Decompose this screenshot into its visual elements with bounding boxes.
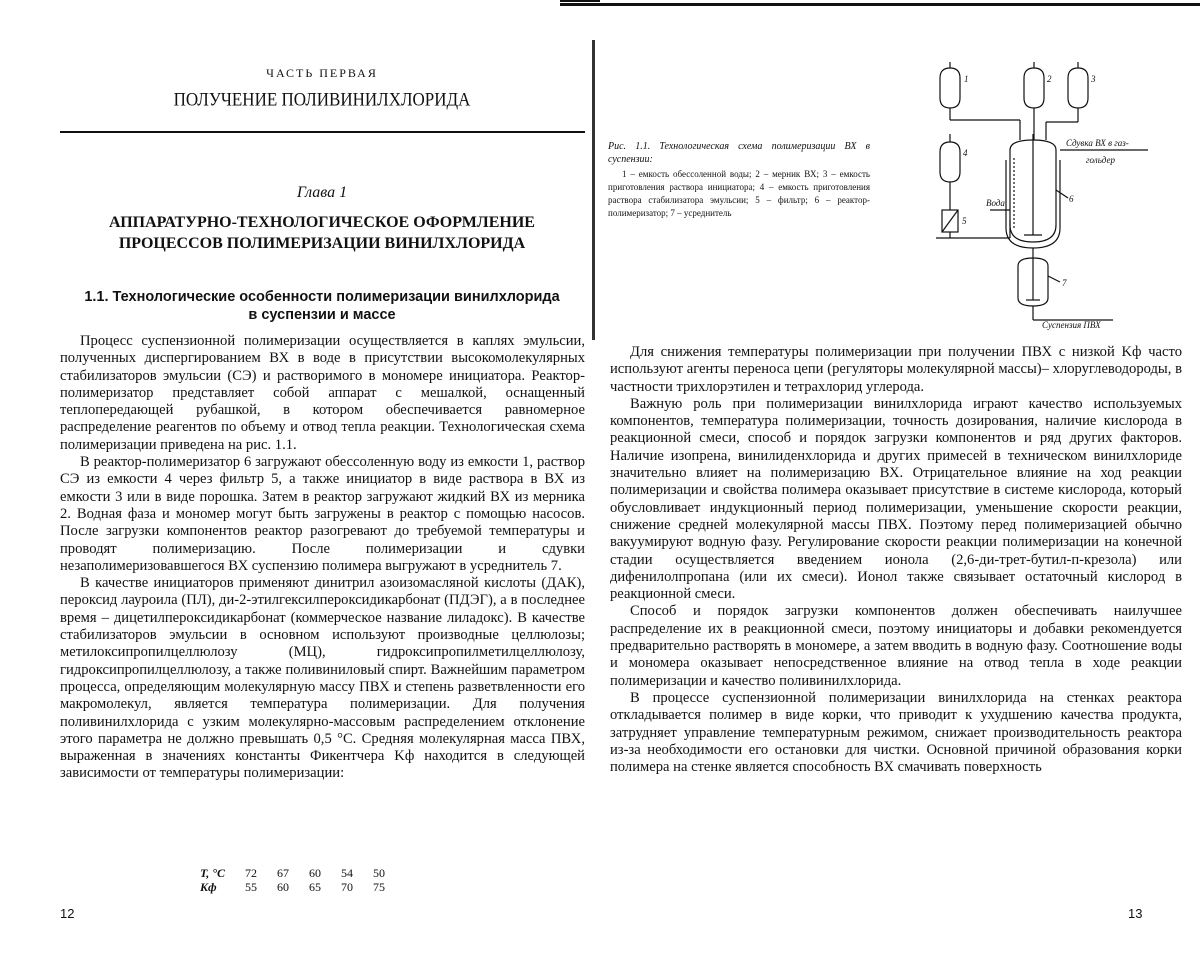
diagram-label: Сдувка ВХ в газ- — [1066, 138, 1129, 148]
page-number: 13 — [1128, 906, 1143, 921]
chapter-title-line: АППАРАТУРНО-ТЕХНОЛОГИЧЕСКОЕ ОФОРМЛЕНИЕ — [109, 214, 535, 231]
table-cell: 65 — [309, 880, 322, 894]
diagram-label: Суспензия ПВХ — [1042, 320, 1101, 330]
section-title — [62, 288, 582, 324]
diagram-label: 4 — [963, 148, 968, 158]
table-row — [200, 866, 395, 880]
table-cell: 55 — [245, 880, 258, 894]
diagram-label: гольдер — [1086, 155, 1115, 165]
diagram-label: 7 — [1062, 278, 1067, 288]
table-cell: 75 — [373, 880, 386, 894]
figure-legend: 1 – емкость обессоленной воды; 2 – мерник ВХ; 3 – емкость приготовления раствора инициатора; 4 – емкость приготовления раствора стабилизатора эмульсии; 5 – фильтр; 6 – реактор-полимеризатор; 7 – усреднитель — [608, 169, 870, 218]
table-cell: 70 — [341, 880, 354, 894]
page-number: 12 — [60, 906, 75, 921]
chapter-title-line: ПРОЦЕССОВ ПОЛИМЕРИЗАЦИИ ВИНИЛХЛОРИДА — [118, 235, 526, 252]
table-row — [200, 880, 395, 894]
diagram-label: 2 — [1047, 74, 1052, 84]
section-title-line: в суспензии и массе — [248, 307, 396, 323]
diagram-label: 6 — [1069, 194, 1074, 204]
paragraph: В качестве инициаторов применяют динитрил азоизомасляной кислоты (ДАК), пероксид лауроила (ПЛ), ди-2-этилгексилпероксидикарбонат (ПДЭГ), а в последнее время – дицетилпероксидикарбонат (коммерческое название лиладокс). В качестве стабилизаторов эмульсии в основном используют производные целлюлозы; метилоксипропилцеллюлозу (МЦ), гидроксипропилметилцеллюлозу, гидроксипропилцеллюлозу, а также поливиниловый спирт. Важнейшим параметром процесса, определяющим молекулярную массу ПВХ и степень разветвленности его макромолекул, является температура полимеризации. Для получения поливинилхлорида с узким молекулярно-массовым распределением отклонение этого параметра не должно превышать 0,5 °С. Средняя молекулярная масса ПВХ, выраженная в значениях константы Фикентчера Kф находится в следующей зависимости от температуры полимеризации: — [60, 575, 585, 782]
averager-7 — [1018, 258, 1113, 320]
vessel-2 — [1024, 62, 1044, 140]
reactor-6 — [1006, 134, 1148, 260]
paragraph: В реактор-полимеризатор 6 загружают обессоленную воду из емкости 1, раствор СЭ из емкости 4 через фильтр 5, а также инициатор в виде раствора в ВХ из емкости 3 или в виде порошка. Затем в реактор загружают жидкий ВХ из мерника 2. Водная фаза и мономер могут быть загружены в реактор с помощью насосов. После загрузки компонентов реактор разогревают до требуемой температуры и проводят полимеризацию. После полимеризации и сдувки незаполимеризовавшегося ВХ суспензию полимера выгружают в усреднитель 7. — [60, 454, 585, 574]
temperature-kf-table — [200, 866, 395, 894]
table-cell: 54 — [341, 866, 354, 880]
vessel-3 — [1046, 62, 1088, 140]
body-text — [60, 333, 585, 783]
right-page — [598, 0, 1200, 953]
table-cell: 60 — [309, 866, 322, 880]
diagram-label: 1 — [964, 74, 969, 84]
paragraph: Для снижения температуры полимеризации при получении ПВХ с низкой Kф часто используют агенты переноса цепи (регуляторы молекулярной массы)– хлоруглеводороды, в частности трихлорэтилен и тетрахлорид углерода. — [610, 344, 1182, 395]
diagram-label: 3 — [1091, 74, 1096, 84]
vessel-1 — [940, 62, 960, 120]
part-label: ЧАСТЬ ПЕРВАЯ — [266, 66, 378, 80]
part-title: ПОЛУЧЕНИЕ ПОЛИВИНИЛХЛОРИДА — [173, 89, 471, 110]
diagram-label: 5 — [962, 216, 967, 226]
figure-caption-title: Рис. 1.1. Технологическая схема полимеризации ВХ в суспензии: — [608, 141, 870, 165]
table-cell: 67 — [277, 866, 290, 880]
section-divider — [60, 131, 585, 133]
filter-5 — [936, 210, 1010, 238]
paragraph: Способ и порядок загрузки компонентов должен обеспечивать наилучшее распределение их в реакционной смеси, поэтому инициаторы и добавки рекомендуется предварительно растворять в мономере, а затем вводить в водную фазу. Соотношение воды и мономера оказывает непосредственное влияние на отвод тепла в ходе реакции полимеризации и качество поливинилхлорида. — [610, 603, 1182, 689]
left-page — [0, 0, 598, 953]
paragraph: Процесс суспензионной полимеризации осуществляется в каплях эмульсии, полученных диспергированием ВХ в воде в присутствии высокомолекулярных стабилизаторов эмульсии (СЭ) и растворимого в мономере инициатора. Реактор-полимеризатор представляет собой аппарат с мешалкой, оснащенный теплопередающей рубашкой, в котором обеспечивается равномерное распределение реагентов по объему и отвод тепла реакции. Технологическая схема полимеризации приведена на рис. 1.1. — [60, 333, 585, 453]
process-flow-diagram — [928, 60, 1158, 340]
table-cell: 50 — [373, 866, 386, 880]
body-text — [610, 344, 1182, 776]
vessel-4 — [940, 134, 960, 210]
table-cell: 72 — [245, 866, 258, 880]
table-row-label: T, °C — [200, 866, 226, 880]
paragraph: Важную роль при полимеризации винилхлорида играют качество используемых компонентов, температура полимеризации, точность дозирования, наличие кислорода в реакционной смеси, способ и порядок загрузки компонентов и ряд других факторов. Наличие изопрена, винилиденхлорида и других примесей в техническом винилхлориде значительно влияет на полимеризацию ВХ. Отрицательное влияние на ход реакции полимеризации и свойства полимера оказывает присутствие в системе кислорода, который обусловливает индукционный период полимеризации, уменьшение скорости реакции, снижение средней молекулярной массы ПВХ. Поэтому перед полимеризацией обычно вакуумируют водную фазу. Регулирование скорости реакции полимеризации на конечной стадии осуществляется введением ионола (2,6-ди-трет-бутил-п-крезола) или дифенилолпропана (или их смеси). Ионол также связывает остаточный кислород в реакционной смеси. — [610, 395, 1182, 603]
section-title-line: 1.1. Технологические особенности полимеризации винилхлорида — [84, 289, 560, 305]
paragraph: В процессе суспензионной полимеризации винилхлорида на стенках реактора откладывается полимер в виде корки, что приводит к ухудшению качества продукта, затрудняет управление температурным режимом, снижает производительность реактора из-за необходимости его остановки для чистки. Основной причиной образования корки полимера на стенке является способность ВХ смачивать поверхность — [610, 689, 1182, 776]
table-cell: 60 — [277, 880, 290, 894]
figure-caption — [608, 140, 870, 220]
chapter-label: Глава 1 — [296, 184, 348, 201]
chapter-title — [62, 212, 582, 254]
diagram-label: Вода — [986, 198, 1005, 208]
table-row-label: Kф — [200, 880, 217, 894]
